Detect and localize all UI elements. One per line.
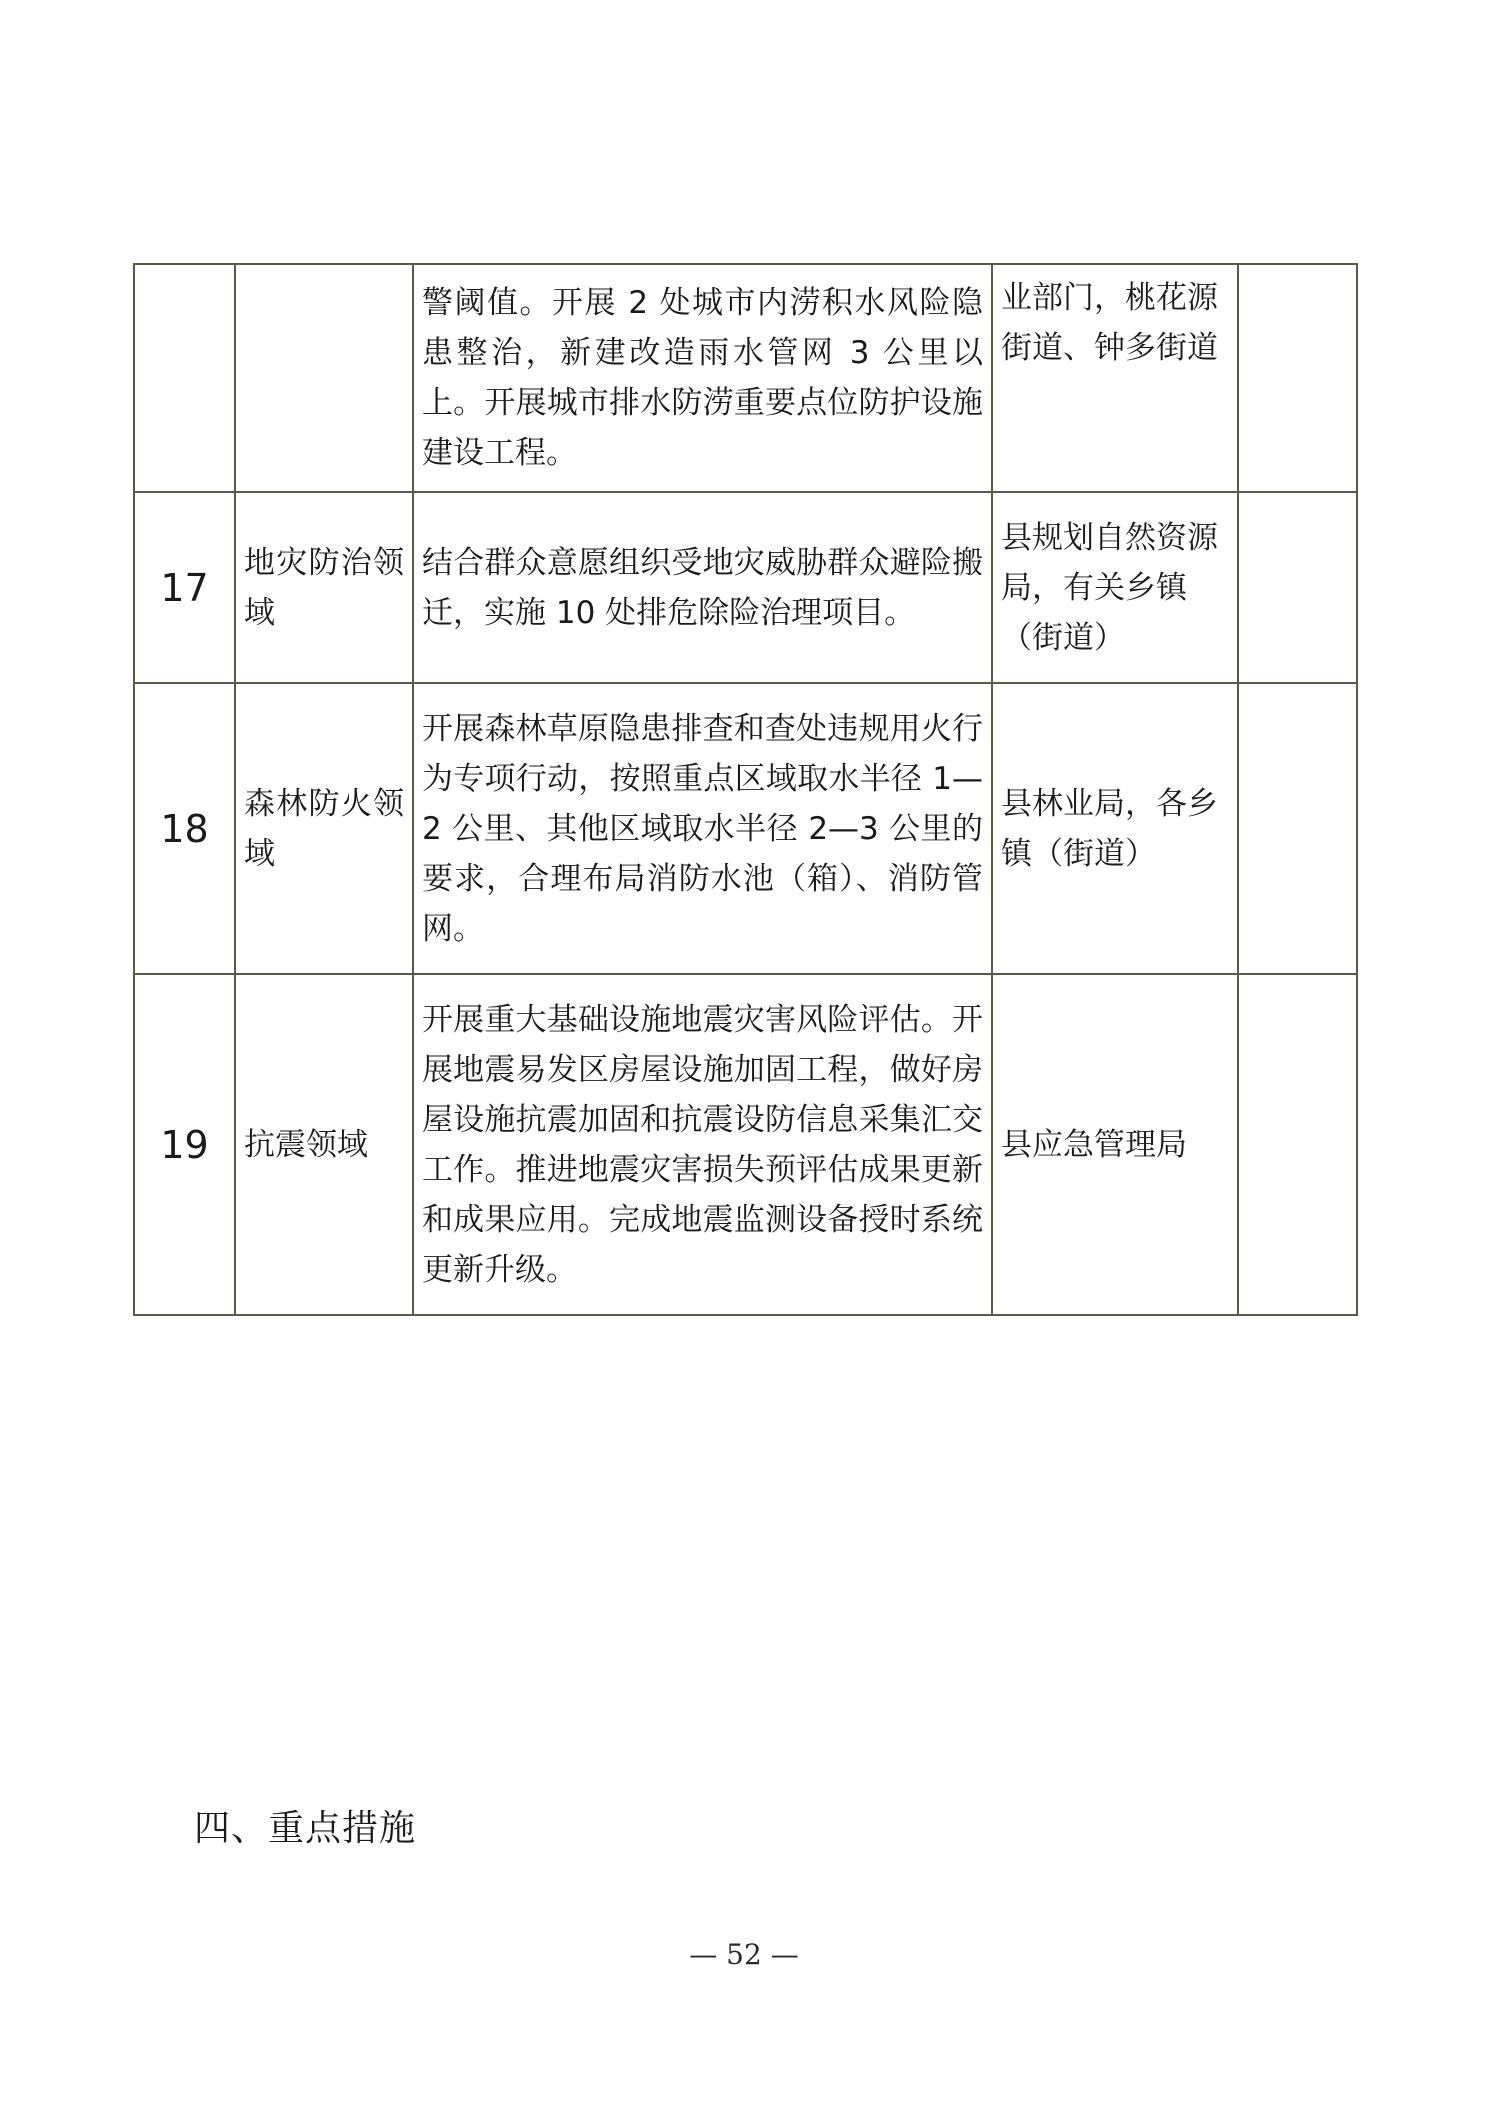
task-table — [133, 263, 1358, 1316]
row-number — [134, 264, 235, 492]
row-note — [1238, 683, 1357, 974]
row-domain: 森林防火领域 — [235, 683, 413, 974]
row-department: 县规划自然资源局，有关乡镇（街道） — [992, 492, 1238, 683]
row-domain: 抗震领域 — [235, 974, 413, 1315]
row-department: 业部门，桃花源街道、钟多街道 — [992, 264, 1238, 492]
row-note — [1238, 264, 1357, 492]
row-content: 开展森林草原隐患排查和查处违规用火行为专项行动，按照重点区域取水半径 1—2 公里、其他区域取水半径 2—3 公里的要求，合理布局消防水池（箱）、消防管网。 — [413, 683, 992, 974]
row-department: 县林业局，各乡镇（街道） — [992, 683, 1238, 974]
page-number: — 52 — — [689, 1938, 799, 1971]
row-number: 18 — [134, 683, 235, 974]
row-content: 开展重大基础设施地震灾害风险评估。开展地震易发区房屋设施加固工程，做好房屋设施抗震加固和抗震设防信息采集汇交工作。推进地震灾害损失预评估成果更新和成果应用。完成地震监测设备授时系统更新升级。 — [413, 974, 992, 1315]
table-row — [134, 492, 1357, 683]
row-domain: 地灾防治领域 — [235, 492, 413, 683]
row-content: 警阈值。开展 2 处城市内涝积水风险隐患整治，新建改造雨水管网 3 公里以上。开展城市排水防涝重要点位防护设施建设工程。 — [413, 264, 992, 492]
table-row — [134, 974, 1357, 1315]
table-row — [134, 264, 1357, 492]
row-content: 结合群众意愿组织受地灾威胁群众避险搬迁，实施 10 处排危除险治理项目。 — [413, 492, 992, 683]
row-note — [1238, 492, 1357, 683]
table-row — [134, 683, 1357, 974]
row-number: 19 — [134, 974, 235, 1315]
row-domain — [235, 264, 413, 492]
row-department: 县应急管理局 — [992, 974, 1238, 1315]
section-heading: 四、重点措施 — [194, 1808, 417, 1849]
row-note — [1238, 974, 1357, 1315]
row-number: 17 — [134, 492, 235, 683]
